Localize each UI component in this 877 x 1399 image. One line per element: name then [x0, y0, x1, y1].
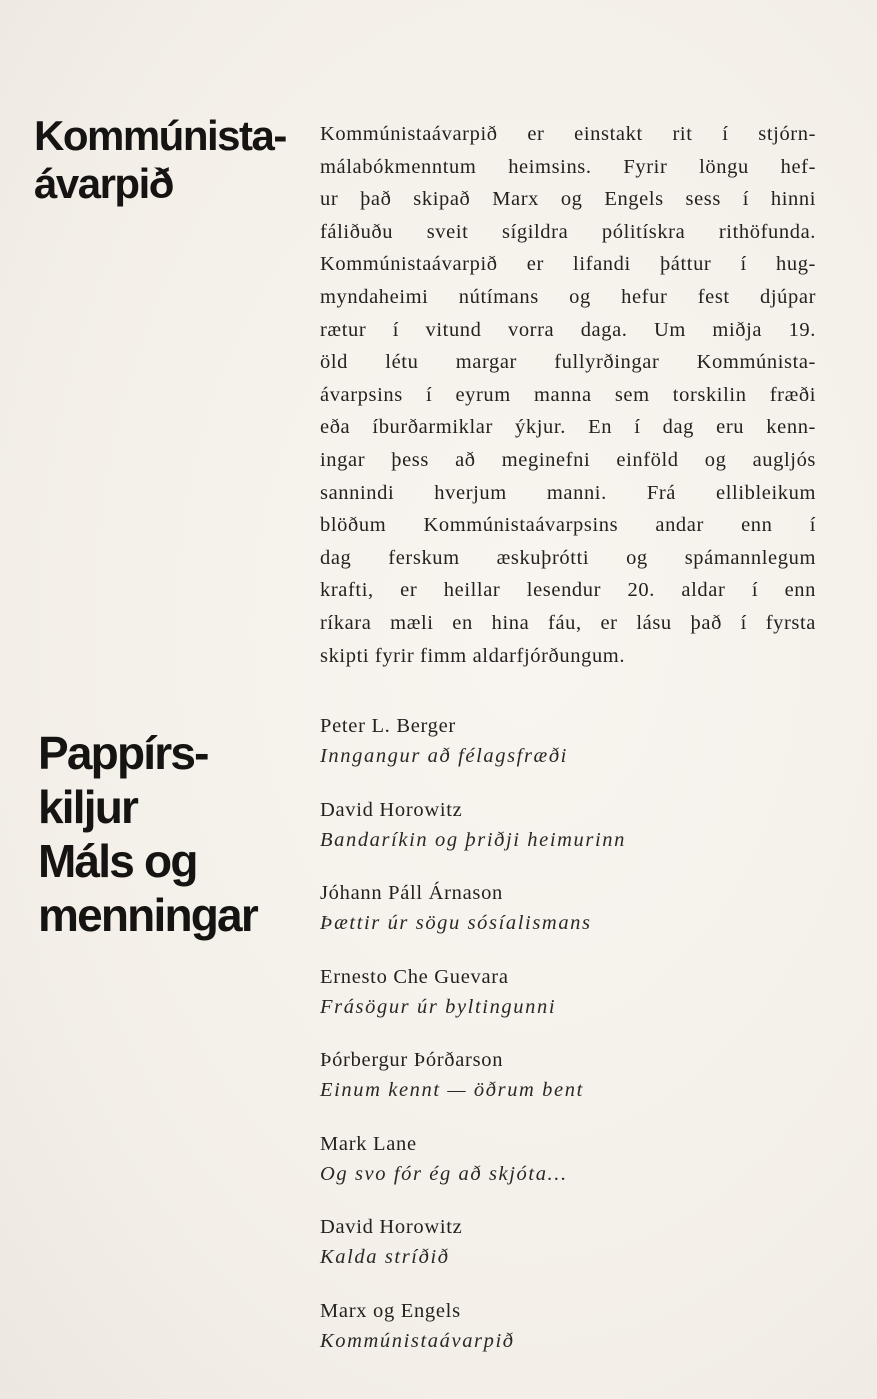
book-list-item	[320, 878, 820, 962]
description-line: öld létu margar fullyrðingar Kommúnista-	[320, 351, 816, 374]
book-work-title: Inngangur að félagsfræði	[320, 745, 568, 767]
series-book-list	[320, 711, 820, 1379]
description-line: dag ferskum æskuþrótti og spámannlegum	[320, 546, 816, 569]
book-list-item	[320, 1129, 820, 1213]
description-line: ríkara mæli en hina fáu, er lásu það í fyrsta	[320, 611, 816, 634]
description-line: fáliðuðu sveit sígildra pólitískra rithöfunda.	[320, 220, 816, 243]
series-title-line: Pappírs-	[38, 727, 208, 779]
description-line: Kommúnistaávarpið er einstakt rit í stjórn-	[320, 123, 816, 145]
description-line: ingar þess að meginefni einföld og augljós	[320, 448, 816, 471]
series-title-line: menningar	[38, 889, 257, 941]
book-list-item	[320, 711, 820, 795]
book-description	[320, 118, 816, 672]
book-author: David Horowitz	[320, 798, 463, 821]
description-line: sannindi hverjum manni. Frá ellibleikum	[320, 481, 816, 504]
description-line: ávarpsins í eyrum manna sem torskilin fræði	[320, 383, 816, 406]
book-list-item	[320, 962, 820, 1046]
book-work-title: Frásögur úr byltingunni	[320, 995, 557, 1018]
book-author: Mark Lane	[320, 1132, 417, 1155]
book-list-item	[320, 1212, 820, 1296]
description-line: skipti fyrir fimm aldarfjórðungum.	[320, 644, 626, 667]
series-title-line: kiljur	[38, 781, 138, 833]
description-line: blöðum Kommúnistaávarpsins andar enn í	[320, 514, 816, 537]
book-work-title: Einum kennt — öðrum bent	[320, 1079, 584, 1101]
description-line: rætur í vitund vorra daga. Um miðja 19.	[320, 318, 816, 341]
description-line: eða íburðarmiklar ýkjur. En í dag eru kenn-	[320, 416, 816, 439]
book-title-line: ávarpið	[34, 160, 173, 207]
book-author: Peter L. Berger	[320, 715, 456, 737]
description-line: Kommúnistaávarpið er lifandi þáttur í hug-	[320, 253, 816, 276]
book-work-title: Kommúnistaávarpið	[320, 1329, 515, 1352]
book-author: Jóhann Páll Árnason	[320, 882, 503, 904]
book-work-title: Bandaríkin og þriðji heimurinn	[320, 828, 626, 851]
book-work-title: Kalda stríðið	[320, 1246, 450, 1268]
description-line: myndaheimi nútímans og hefur fest djúpar	[320, 285, 816, 308]
description-line: málabókmenntum heimsins. Fyrir löngu hef-	[320, 155, 816, 178]
book-author: Ernesto Che Guevara	[320, 965, 509, 988]
series-title-line: Máls og	[38, 835, 197, 887]
book-work-title: Þættir úr sögu sósíalismans	[320, 912, 592, 934]
description-line: ur það skipað Marx og Engels sess í hinni	[320, 188, 816, 211]
series-title	[38, 726, 257, 942]
book-author: Marx og Engels	[320, 1299, 461, 1322]
book-title	[34, 112, 286, 208]
book-title-line: Kommúnista-	[34, 112, 286, 159]
book-author: David Horowitz	[320, 1216, 463, 1238]
book-work-title: Og svo fór ég að skjóta...	[320, 1162, 568, 1185]
book-list-item	[320, 1045, 820, 1129]
book-list-item	[320, 795, 820, 879]
book-author: Þórbergur Þórðarson	[320, 1049, 504, 1071]
description-line: krafti, er heillar lesendur 20. aldar í enn	[320, 579, 816, 602]
book-list-item	[320, 1296, 820, 1380]
